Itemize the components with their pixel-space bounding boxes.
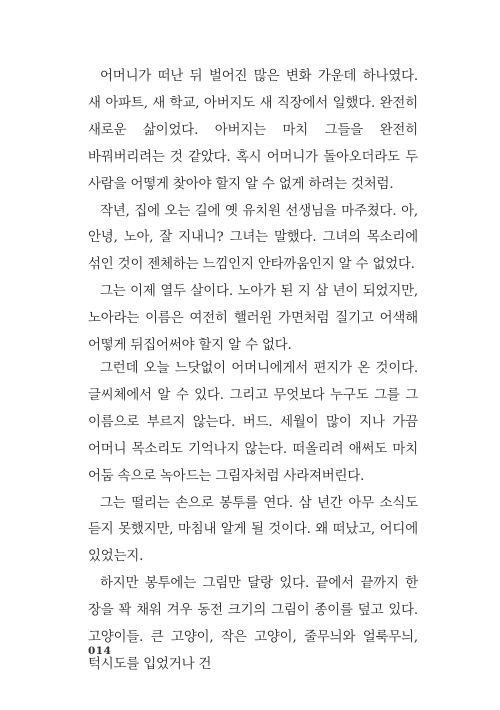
paragraph: 작년, 집에 오는 길에 옛 유치원 선생님을 마주쳤다. 아, 안녕, 노아, 잘 지내니? 그녀는 말했다. 그녀의 목소리에 섞인 것이 젠체하는 느낌인지 안타까움인지 알 수 없었다. xyxy=(88,203,418,273)
text-section-2 xyxy=(88,356,418,679)
paragraph: 하지만 봉투에는 그림만 달랑 있다. 끝에서 끝까지 한 장을 꽉 채워 겨우 동전 크기의 그림이 종이를 덮고 있다. 고양이들. 큰 고양이, 작은 고양이, 줄무늬와 얼룩무늬, 턱시도를 입었거나 건 xyxy=(88,576,418,672)
paragraph: 그런데 오늘 느닷없이 어머니에게서 편지가 온 것이다. 글씨체에서 알 수 있다. 그리고 무엇보다 누구도 그를 그 이름으로 부르지 않는다. 버드. 세월이 많이 지나 가끔 어머니 목소리도 기억나지 않는다. 떠올리려 애써도 마치 어둠 속으로 녹아드는 그림자처럼 사라져버린다. xyxy=(88,361,418,484)
paragraph: 그는 떨리는 손으로 봉투를 연다. 삼 년간 아무 소식도 듣지 못했지만, 마침내 알게 될 것이다. 왜 떠났고, 어디에 있었는지. xyxy=(88,495,418,565)
text-section-1 xyxy=(88,64,418,360)
paragraph: 어머니가 떠난 뒤 벌어진 많은 변화 가운데 하나였다. 새 아파트, 새 학교, 아버지도 새 직장에서 일했다. 완전히 새로운 삶이었다. 아버지는 마치 그들을 완전히 바꿔버리려는 것 같았다. 혹시 어머니가 돌아오더라도 두 사람을 어떻게 찾아야 할지 알 수 없게 하려는 것처럼. xyxy=(88,69,418,192)
paragraph: 그는 이제 열두 살이다. 노아가 된 지 삼 년이 되었지만, 노아라는 이름은 여전히 핼러윈 가면처럼 질기고 어색해 어떻게 뒤집어써야 할지 알 수 없다. xyxy=(88,284,418,354)
page-number: 014 xyxy=(88,645,112,657)
